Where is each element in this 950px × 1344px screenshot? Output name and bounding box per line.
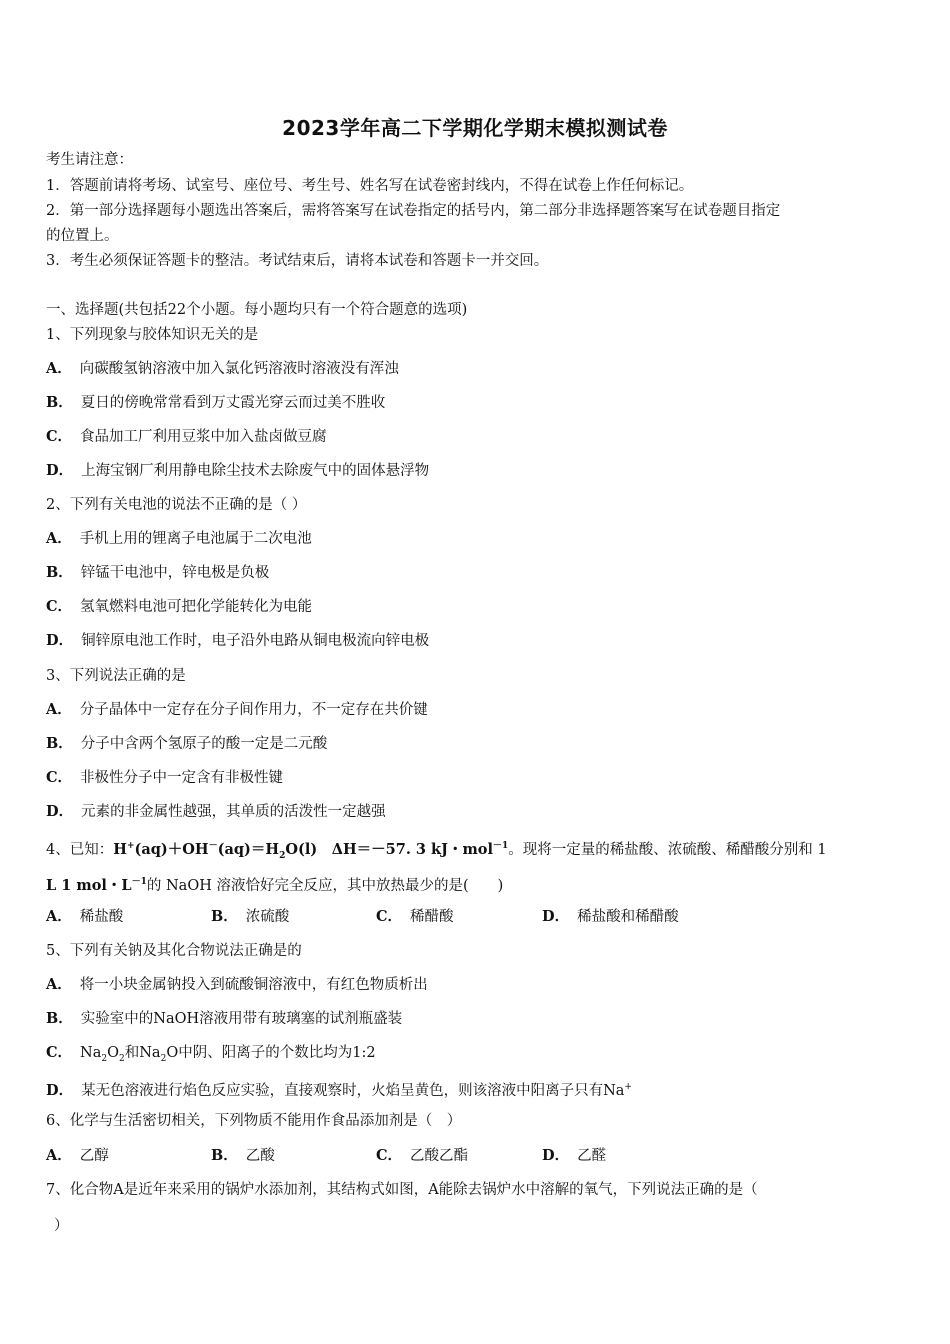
q5-option-d (46, 1077, 632, 1101)
option-text: 铜锌原电池工作时，电子沿外电路从铜电极流向锌电极 (81, 633, 430, 649)
eq-part: O(l) ΔH＝－57. 3 kJ・mol (285, 840, 493, 858)
q7-stem-cont: ） (54, 1218, 69, 1234)
option-text: 手机上用的锂离子电池属于二次电池 (79, 531, 312, 547)
q4-prefix: 4、已知： (46, 841, 114, 858)
formula-sub: 2 (119, 1053, 125, 1064)
option-label: D． (542, 1147, 570, 1164)
section-heading: 一、选择题(共包括22个小题。每小题均只有一个符合题意的选项) (46, 302, 468, 318)
option-text: 稀醋酸 (410, 909, 454, 925)
option-text: 元素的非金属性越强，其单质的活泼性一定越强 (81, 804, 386, 820)
option-text: 氢氧燃料电池可把化学能转化为电能 (80, 599, 313, 615)
option-label: A． (46, 530, 72, 547)
q3-option-a (46, 700, 428, 720)
option-text: 锌锰干电池中，锌电极是负极 (80, 565, 270, 581)
unit-part: L 1 mol・L (46, 876, 132, 894)
notice-item-1: 1．答题前请将考场、试室号、座位号、考生号、姓名写在试卷密封线内，不得在试卷上作任何标记。 (46, 178, 694, 194)
option-label: C． (46, 769, 73, 786)
q2-option-c (46, 597, 312, 617)
notice-heading: 考生请注意： (46, 152, 133, 168)
eq-sup: － (208, 841, 218, 851)
option-text: 稀盐酸 (79, 909, 124, 925)
option-label: D． (46, 803, 74, 820)
q3-stem: 3、下列说法正确的是 (46, 668, 186, 684)
option-label: B． (46, 394, 73, 411)
q4-option-b (211, 907, 289, 927)
option-label: B． (46, 735, 73, 752)
option-text: 实验室中的NaOH溶液用带有玻璃塞的试剂瓶盛装 (80, 1011, 403, 1027)
eq-sub: 2 (279, 850, 286, 861)
option-label: C． (46, 598, 73, 615)
option-label: B． (46, 1010, 73, 1027)
q6-stem: 6、化学与生活密切相关，下列物质不能用作食品添加剂是（ ） (46, 1113, 462, 1129)
notice-item-2: 2．第一部分选择题每小题选出答案后，需将答案写在试卷指定的括号内，第二部分非选择题答案写在试卷题目指定 (46, 203, 781, 219)
q4-option-d (542, 907, 679, 927)
q4-option-c (376, 907, 454, 927)
q1-option-d (46, 461, 429, 481)
option-text: 夏日的傍晚常常看到万丈霞光穿云而过美不胜收 (80, 395, 386, 411)
q4-unit (46, 877, 147, 894)
q4-option-a (46, 907, 123, 927)
option-text: 食品加工厂利用豆浆中加入盐卤做豆腐 (80, 429, 327, 445)
q5-stem: 5、下列有关钠及其化合物说法正确是的 (46, 943, 302, 959)
option-text: 某无色溶液进行焰色反应实验，直接观察时，火焰呈黄色，则该溶液中阳离子只有Na (81, 1082, 625, 1099)
option-text: 乙醇 (79, 1148, 109, 1164)
q2-stem: 2、下列有关电池的说法不正确的是（ ） (46, 497, 307, 513)
q5-option-b (46, 1009, 402, 1029)
q3-option-c (46, 768, 283, 788)
option-text: 浓硫酸 (245, 909, 290, 925)
option-text: 上海宝钢厂利用静电除尘技术去除废气中的固体悬浮物 (81, 463, 430, 479)
q6-option-c (376, 1146, 468, 1166)
option-text: 分子晶体中一定存在分子间作用力，不一定存在共价键 (79, 702, 428, 718)
eq-part: H (113, 840, 127, 858)
option-text: 非极性分子中一定含有非极性键 (80, 770, 284, 786)
eq-sup: + (126, 841, 135, 851)
ion-charge: + (624, 1082, 632, 1092)
notice-item-3: 3．考生必须保证答题卡的整洁。考试结束后，请将本试卷和答题卡一并交回。 (46, 253, 549, 269)
formula-sub: 2 (160, 1053, 167, 1064)
option-text: 向碳酸氢钠溶液中加入氯化钙溶液时溶液没有浑浊 (79, 361, 399, 377)
option-text: 分子中含两个氢原子的酸一定是二元酸 (80, 736, 328, 752)
q3-option-d (46, 802, 386, 822)
option-label: B． (211, 1147, 238, 1164)
option-label: A． (46, 1147, 72, 1164)
q1-option-b (46, 393, 385, 413)
option-label: C． (376, 908, 403, 925)
q6-option-b (211, 1146, 275, 1166)
option-label: D． (46, 632, 74, 649)
option-label: A． (46, 976, 72, 993)
q4-tail: 。现将一定量的稀盐酸、浓硫酸、稀醋酸分别和 1 (508, 841, 827, 858)
formula-part: 和Na (124, 1045, 161, 1061)
q2-option-d (46, 631, 429, 651)
notice-item-2-cont: 的位置上。 (46, 228, 119, 244)
option-label: D． (46, 462, 74, 479)
eq-sup: －1 (492, 841, 509, 851)
option-text: O中阴、阳离子的个数比均为1:2 (166, 1045, 376, 1061)
q1-option-a (46, 359, 399, 379)
q6-option-d (542, 1146, 606, 1166)
option-label: B． (46, 564, 73, 581)
q2-option-a (46, 529, 312, 549)
q6-option-a (46, 1146, 109, 1166)
option-text: 乙酸 (245, 1148, 275, 1164)
q6-options (46, 1146, 906, 1166)
page-title: 2023学年高二下学期化学期末模拟测试卷 (282, 116, 668, 140)
q1-option-c (46, 427, 327, 447)
option-label: C． (46, 428, 73, 445)
option-text: 稀盐酸和稀醋酸 (577, 909, 679, 925)
formula-part: O (107, 1045, 120, 1061)
option-text: 乙酸乙酯 (410, 1148, 469, 1164)
eq-part: (aq)＝H (217, 840, 280, 858)
q4-stem-line2 (46, 872, 503, 896)
option-label: C． (376, 1147, 403, 1164)
option-label: A． (46, 360, 72, 377)
q4-stem-line1 (46, 836, 827, 866)
eq-part: (aq)＋OH (134, 840, 209, 858)
q5-option-a (46, 975, 428, 995)
q3-option-b (46, 734, 327, 754)
q5-option-c (46, 1043, 376, 1069)
option-label: C． (46, 1044, 73, 1061)
option-label: B． (211, 908, 238, 925)
q4-equation (113, 840, 509, 861)
option-label: A． (46, 701, 72, 718)
option-text: 乙醛 (577, 1148, 607, 1164)
q1-stem: 1、下列现象与胶体知识无关的是 (46, 327, 259, 343)
unit-sup: －1 (131, 877, 147, 887)
q2-option-b (46, 563, 269, 583)
q4-options (46, 907, 906, 927)
option-label: D． (542, 908, 570, 925)
option-label: D． (46, 1081, 74, 1099)
formula-sub: 2 (101, 1053, 108, 1064)
formula-part: Na (80, 1045, 102, 1061)
q7-stem: 7、化合物A是近年来采用的锅炉水添加剂，其结构式如图，A能除去锅炉水中溶解的氧气，下列说法正确的是（ (46, 1182, 758, 1198)
q4-line2-text: 的 NaOH 溶液恰好完全反应，其中放热最少的是( ) (146, 877, 504, 894)
option-text: 将一小块金属钠投入到硫酸铜溶液中，有红色物质析出 (79, 977, 428, 993)
option-label: A． (46, 908, 72, 925)
